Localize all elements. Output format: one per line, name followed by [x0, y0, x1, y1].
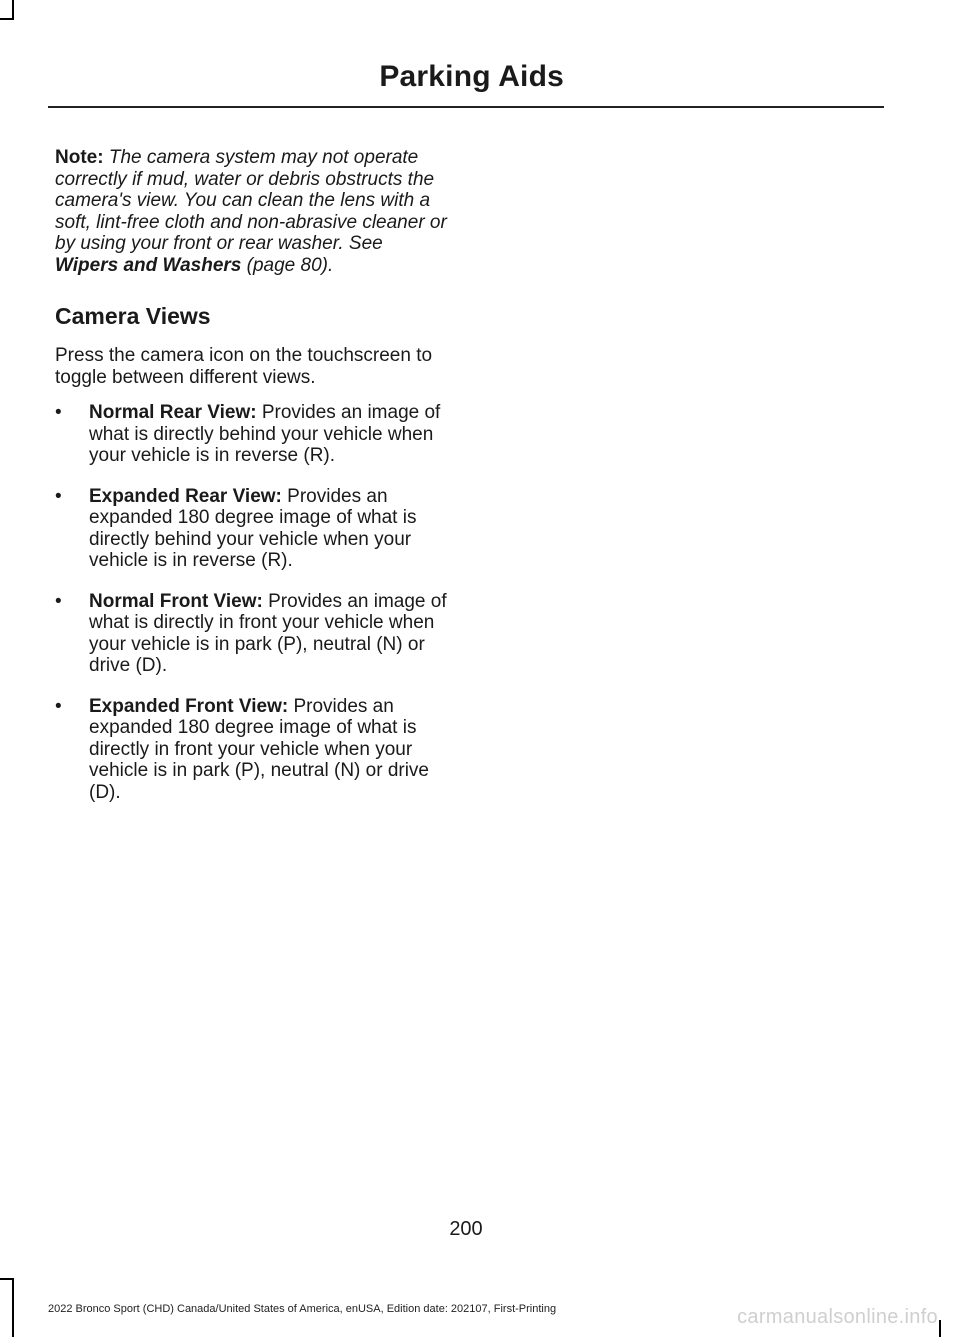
camera-views-list	[55, 402, 450, 803]
view-term: Normal Rear View:	[89, 402, 257, 423]
crop-mark-bottom-right-v	[939, 1320, 941, 1337]
crop-mark-bottom-left-v	[12, 1278, 14, 1337]
section-intro: Press the camera icon on the touchscreen to toggle between different views.	[55, 345, 433, 388]
note-label: Note:	[55, 147, 104, 168]
section-heading: Camera Views	[55, 303, 211, 329]
view-term: Normal Front View:	[89, 590, 263, 612]
note-text: The camera system may not operate correctly if mud, water or debris obstructs the camera's view. You can clean the lens with a soft, lint-free cloth and non-abrasive cleaner or by using your front or rear washer. See	[55, 147, 447, 254]
crop-mark-top-left-h	[0, 18, 14, 20]
list-item	[55, 402, 450, 467]
bullet: •	[55, 402, 62, 423]
edition-footer: 2022 Bronco Sport (CHD) Canada/United States of America, enUSA, Edition date: 202107, First-Printing	[48, 1303, 557, 1315]
view-term: Expanded Front View:	[89, 695, 289, 717]
list-item	[55, 696, 450, 804]
view-description: Provides an image of what is directly behind your vehicle when your vehicle is in reverse (R).	[89, 402, 441, 466]
view-term: Expanded Rear View:	[89, 485, 282, 507]
content-column	[55, 147, 450, 822]
header-divider	[48, 106, 884, 108]
page-number: 200	[449, 1218, 483, 1240]
view-description: Provides an expanded 180 degree image of what is directly in front your vehicle when your vehicle is in park (P), neutral (N) or drive (D).	[89, 695, 429, 803]
view-description: Provides an image of what is directly in front your vehicle when your vehicle is in park (P), neutral (N) or drive (D).	[89, 590, 447, 676]
list-item	[55, 591, 450, 677]
view-description: Provides an expanded 180 degree image of what is directly behind your vehicle when your vehicle is in reverse (R).	[89, 485, 417, 571]
crop-mark-top-left-v	[12, 0, 14, 18]
wipers-washers-link[interactable]: Wipers and Washers	[55, 254, 242, 276]
camera-note	[55, 147, 450, 276]
watermark: carmanualsonline.info	[737, 1306, 938, 1328]
bullet: •	[55, 485, 62, 507]
crop-mark-bottom-left-h	[0, 1278, 14, 1280]
page-title: Parking Aids	[379, 60, 564, 93]
bullet: •	[55, 695, 62, 717]
list-item	[55, 486, 450, 572]
bullet: •	[55, 590, 62, 612]
note-page-ref: (page 80).	[246, 254, 334, 276]
